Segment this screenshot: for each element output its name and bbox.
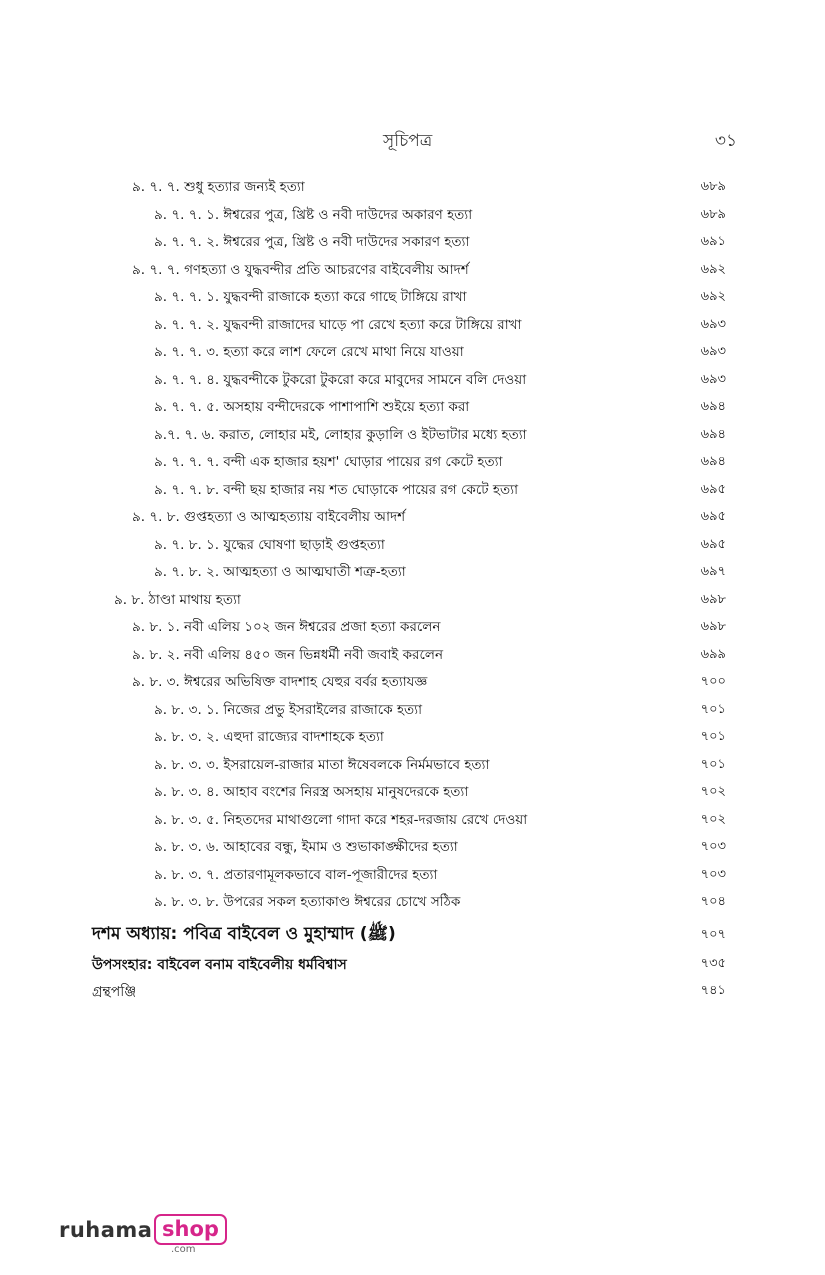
- toc-entry-page: ৬৯৪: [700, 454, 726, 469]
- toc-entry-title: ৯. ৭. ৭. ১. যুদ্ধবন্দী রাজাকে হত্যা করে গাছে টাঙ্গিয়ে রাখা: [154, 289, 467, 305]
- toc-entry-page: ৬৯৩: [700, 344, 726, 359]
- toc-entry: [0, 915, 825, 949]
- toc-entry-title: ৯. ৮. ৩. ৪. আহাব বংশের নিরস্ত্র অসহায় মানুষদেরকে হত্যা: [154, 784, 469, 800]
- logo-domain-text: .com: [171, 1244, 196, 1255]
- toc-entry: [0, 310, 825, 338]
- page-title: সূচিপত্র: [383, 131, 433, 151]
- toc-entry-title: ৯. ৭. ৭. ৩. হত্যা করে লাশ ফেলে রেখে মাথা নিয়ে যাওয়া: [154, 344, 464, 360]
- toc-entry-page: ৬৯৮: [700, 591, 726, 607]
- toc-entry-title: ৯. ৮. ২. নবী এলিয় ৪৫০ জন ভিন্নধর্মী নবী জবাই করলেন: [132, 646, 444, 663]
- toc-entry-title: ৯. ৮. ৩. ৮. উপরের সকল হত্যাকাণ্ড ঈশ্বরের চোখে সঠিক: [154, 894, 461, 910]
- toc-entry: [0, 392, 825, 420]
- toc-entry: [0, 475, 825, 503]
- toc-entry: [0, 667, 825, 695]
- toc-entry-title: ৯. ৭. ৭. ১. ঈশ্বরের পুত্র, খ্রিষ্ট ও নবী দাউদের অকারণ হত্যা: [154, 206, 473, 223]
- toc-entry: [0, 949, 825, 977]
- toc-entry-page: ৭০০: [700, 674, 726, 689]
- toc-entry: [0, 227, 825, 255]
- toc-entry: [0, 805, 825, 833]
- toc-entry: [0, 365, 825, 393]
- toc-entry-title: ৯. ৭. ৭. ৫. অসহায় বন্দীদেরকে পাশাপাশি শুইয়ে হত্যা করা: [154, 399, 470, 415]
- toc-entry: [0, 172, 825, 200]
- toc-entry-title: ৯. ৮. ঠাণ্ডা মাথায় হত্যা: [114, 591, 241, 608]
- toc-entry-page: ৭৪১: [700, 983, 726, 998]
- logo-brand-text: ruhama: [59, 1218, 153, 1242]
- toc-entry-title: ৯. ৭. ৭. ৭. বন্দী এক হাজার হয়শ' ঘোড়ার পায়ের রগ কেটে হত্যা: [154, 454, 503, 470]
- toc-entry-title: ৯. ৭. ৮. গুপ্তহত্যা ও আত্মহত্যায় বাইবেলীয় আদর্শ: [132, 509, 406, 525]
- toc-entry: [0, 887, 825, 915]
- toc-entry-title: ৯. ৮. ১. নবী এলিয় ১০২ জন ঈশ্বরের প্রজা হত্যা করলেন: [132, 619, 441, 635]
- toc-entry-page: ৭০৪: [700, 894, 726, 909]
- toc-entry-title: ৯. ৭. ৭. ৮. বন্দী ছয় হাজার নয় শত ঘোড়াকে পায়ের রগ কেটে হত্যা: [154, 481, 518, 498]
- toc-entry-title: ৯. ৮. ৩. ৬. আহাবের বন্ধু, ইমাম ও শুভাকাঙ্ক্ষীদের হত্যা: [154, 839, 458, 855]
- toc-entry-title: ৯.৭. ৭. ৬. করাত, লোহার মই, লোহার কুড়ালি ও ইটভাটার মধ্যে হত্যা: [154, 426, 527, 443]
- toc-entry: [0, 420, 825, 448]
- toc-entry-page: ৭০১: [700, 756, 726, 772]
- toc-entry-title: ৯. ৭. ৮. ২. আত্মহত্যা ও আত্মঘাতী শত্রু-হত্যা: [154, 564, 406, 580]
- toc-entry: [0, 777, 825, 805]
- toc-entry: [0, 750, 825, 778]
- toc-entry-page: ৭০১: [700, 729, 726, 744]
- toc-entry: [0, 200, 825, 228]
- page-number: ৩১: [714, 131, 737, 151]
- toc-entry-title: দশম অধ্যায়: পবিত্র বাইবেল ও মুহাম্মাদ (ﷺ): [92, 923, 396, 944]
- toc-entry-title: ৯. ৮. ৩. ৩. ইসরায়েল-রাজার মাতা ঈষেবলকে নির্মমভাবে হত্যা: [154, 756, 490, 773]
- toc-entry-page: ৬৯৪: [700, 426, 726, 442]
- toc-entry: [0, 612, 825, 640]
- toc-entry: [0, 860, 825, 888]
- toc-entry: [0, 337, 825, 365]
- toc-entry-title: ৯. ৮. ৩. ৫. নিহতদের মাথাগুলো গাদা করে শহর-দরজায় রেখে দেওয়া: [154, 811, 528, 828]
- toc-entry-page: ৬৯৯: [700, 646, 726, 662]
- page-header: [0, 128, 825, 154]
- toc-entry-page: ৬৯৫: [700, 509, 726, 524]
- table-of-contents: [0, 172, 825, 1004]
- toc-entry-page: ৬৯৩: [700, 316, 726, 332]
- toc-entry-page: ৬৮৯: [700, 206, 726, 222]
- toc-entry-title: ৯. ৭. ৭. ২. ঈশ্বরের পুত্র, খ্রিষ্ট ও নবী দাউদের সকারণ হত্যা: [154, 234, 470, 250]
- toc-entry: [0, 530, 825, 558]
- toc-entry: [0, 502, 825, 530]
- toc-entry-page: ৭০১: [700, 701, 726, 717]
- toc-entry-title: ৯. ৭. ৭. শুধু হত্যার জন্যই হত্যা: [132, 179, 305, 195]
- toc-entry-page: ৭০২: [700, 811, 726, 827]
- toc-entry-title: ৯. ৭. ৮. ১. যুদ্ধের ঘোষণা ছাড়াই গুপ্তহত্যা: [154, 536, 385, 553]
- toc-entry-title: ৯. ৭. ৭. ২. যুদ্ধবন্দী রাজাদের ঘাড়ে পা রেখে হত্যা করে টাঙ্গিয়ে রাখা: [154, 316, 522, 333]
- toc-entry-page: ৭৩৫: [700, 955, 726, 971]
- toc-entry: [0, 832, 825, 860]
- toc-entry-title: ৯. ৮. ৩. ঈশ্বরের অভিষিক্ত বাদশাহ যেহুর বর্বর হত্যাযজ্ঞ: [132, 674, 428, 690]
- toc-entry-title: ৯. ৮. ৩. ১. নিজের প্রভু ইসরাইলের রাজাকে হত্যা: [154, 701, 423, 718]
- toc-entry-page: ৭০৭: [700, 926, 726, 942]
- toc-entry-title: গ্রন্থপঞ্জি: [92, 984, 137, 1000]
- toc-entry: [0, 695, 825, 723]
- ruhama-shop-logo: [59, 1212, 229, 1262]
- toc-entry: [0, 640, 825, 668]
- toc-entry: [0, 557, 825, 585]
- toc-entry-page: ৬৯৫: [700, 536, 726, 552]
- toc-entry-page: ৬৯২: [700, 289, 726, 304]
- toc-entry: [0, 447, 825, 475]
- toc-entry-title: উপসংহার: বাইবেল বনাম বাইবেলীয় ধর্মবিশ্বাস: [92, 956, 347, 973]
- toc-entry-page: ৬৯৮: [700, 619, 726, 634]
- toc-entry: [0, 255, 825, 283]
- toc-entry-page: ৬৯২: [700, 261, 726, 277]
- toc-entry-page: ৭০৩: [700, 866, 726, 882]
- toc-entry: [0, 722, 825, 750]
- toc-entry-page: ৬৯৩: [700, 371, 726, 387]
- toc-entry: [0, 976, 825, 1004]
- toc-entry-page: ৬৯৫: [700, 481, 726, 497]
- toc-entry: [0, 585, 825, 613]
- toc-entry-title: ৯. ৮. ৩. ৭. প্রতারণামূলকভাবে বাল-পূজারীদের হত্যা: [154, 866, 438, 883]
- toc-entry-page: ৬৯৭: [700, 564, 726, 579]
- toc-entry-page: ৬৯১: [700, 234, 726, 249]
- toc-entry: [0, 282, 825, 310]
- logo-shop-badge: shop: [154, 1214, 227, 1245]
- toc-entry-title: ৯. ৭. ৭. ৪. যুদ্ধবন্দীকে টুকরো টুকরো করে মাবুদের সামনে বলি দেওয়া: [154, 371, 527, 388]
- toc-entry-page: ৭০২: [700, 784, 726, 799]
- toc-entry-title: ৯. ৭. ৭. গণহত্যা ও যুদ্ধবন্দীর প্রতি আচরণের বাইবেলীয় আদর্শ: [132, 261, 469, 278]
- toc-entry-title: ৯. ৮. ৩. ২. এহুদা রাজ্যের বাদশাহকে হত্যা: [154, 729, 384, 745]
- toc-entry-page: ৬৯৪: [700, 399, 726, 414]
- toc-entry-page: ৬৮৯: [700, 179, 726, 194]
- toc-entry-page: ৭০৩: [700, 839, 726, 854]
